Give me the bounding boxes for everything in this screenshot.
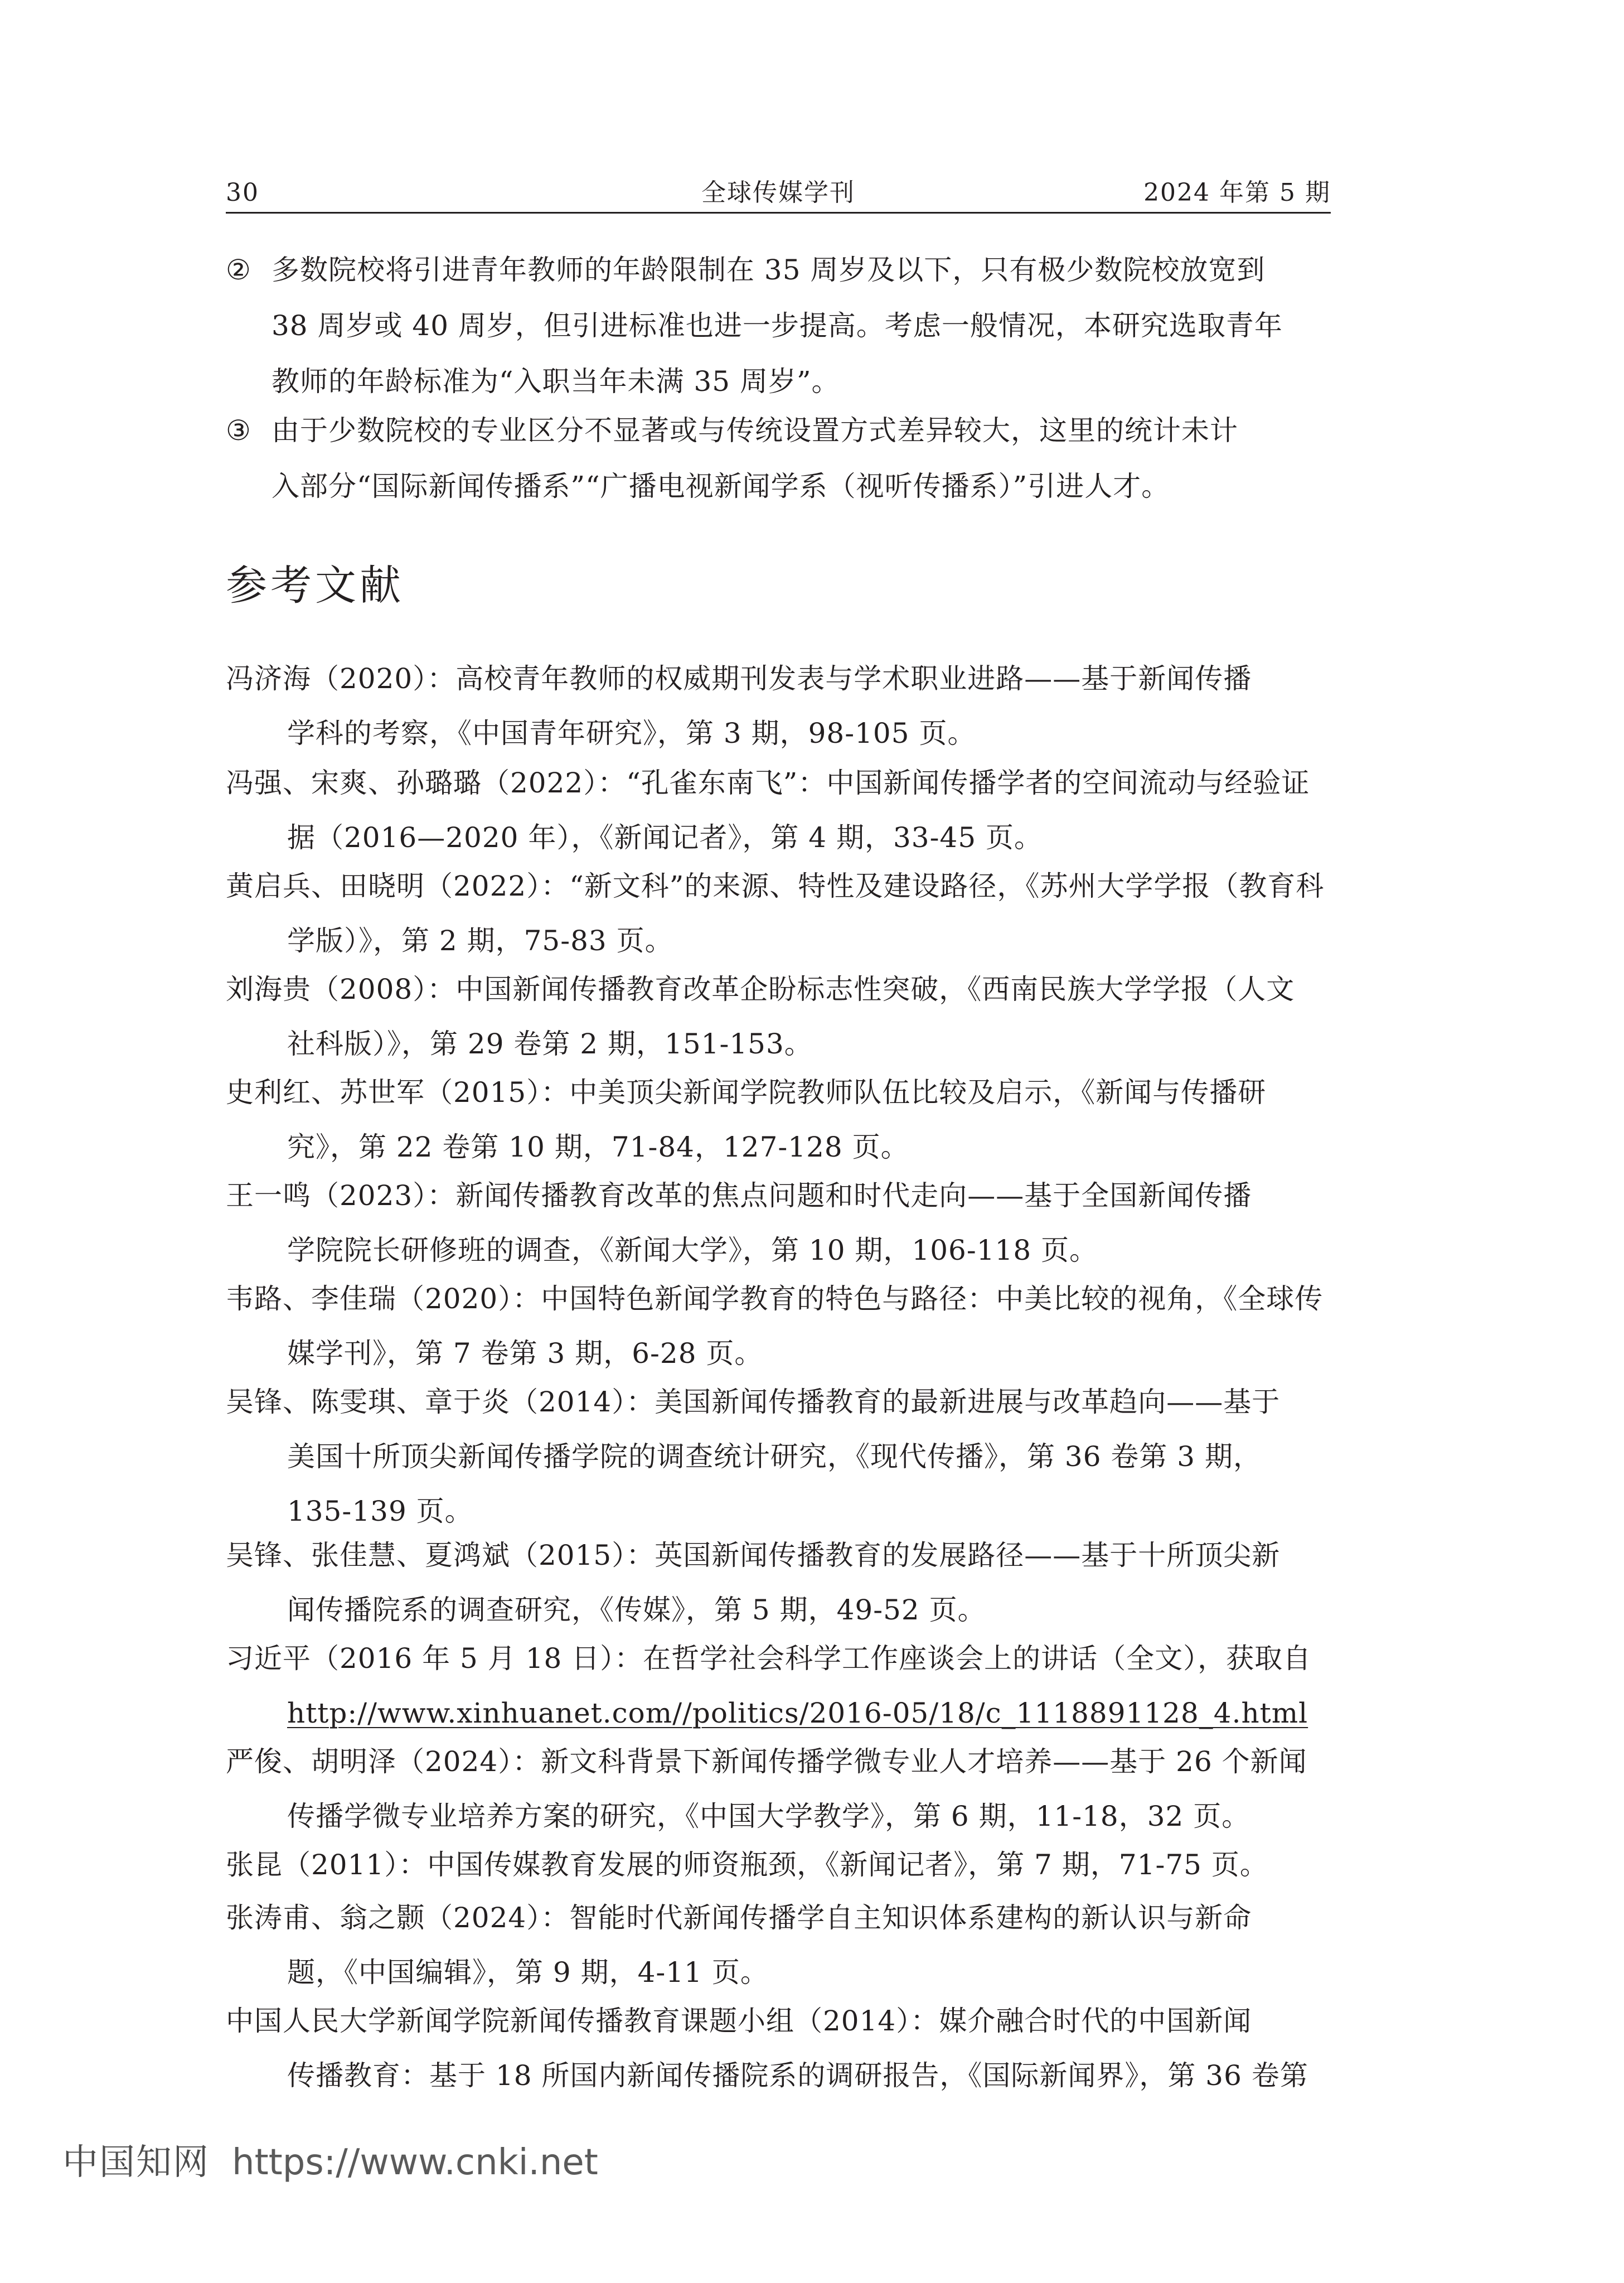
reference-line: 张涛甫、翁之颢（2024）：智能时代新闻传播学自主知识体系建构的新认识与新命 [226,1902,1252,1934]
reference-url-link[interactable]: http://www.xinhuanet.com//politics/2016-05/18/c_1118891128_4.html [287,1697,1308,1729]
reference-line: 刘海贵（2008）：中国新闻传播教育改革企盼标志性突破，《西南民族大学学报（人文 [226,973,1295,1005]
reference-entry [226,1734,1331,1844]
reference-line: 媒学刊》，第 7 卷第 3 期，6-28 页。 [287,1337,763,1370]
reference-line: 王一鸣（2023）：新闻传播教育改革的焦点问题和时代走向——基于全国新闻传播 [226,1179,1252,1212]
reference-entry [226,1994,1331,2103]
reference-line: 吴锋、陈雯琪、章于炎（2014）：美国新闻传播教育的最新进展与改革趋向——基于 [226,1386,1281,1418]
reference-entry [226,1837,1331,1892]
reference-line: 史利红、苏世军（2015）：中美顶尖新闻学院教师队伍比较及启示，《新闻与传播研 [226,1076,1267,1109]
reference-line: 题，《中国编辑》，第 9 期，4-11 页。 [287,1956,769,1989]
reference-line: 学版）》，第 2 期，75-83 页。 [287,925,673,957]
footnote-3 [226,403,1331,514]
running-header [226,177,1331,214]
footnote-line: 入部分“国际新闻传播系”“广播电视新闻学系（视听传播系）”引进人才。 [272,470,1170,502]
reference-entry [226,1890,1331,2000]
reference-entry [226,651,1331,761]
footnote-text [272,403,1331,514]
reference-line: 吴锋、张佳慧、夏鸿斌（2015）：英国新闻传播教育的发展路径——基于十所顶尖新 [226,1539,1281,1571]
reference-entry [226,1631,1331,1740]
watermark-brand: 中国知网 [62,2142,210,2183]
footnote-text [272,242,1331,409]
footnote-line: 教师的年龄标准为“入职当年未满 35 周岁”。 [272,365,840,398]
cnki-watermark [62,2140,598,2185]
watermark-url: https://www.cnki.net [232,2142,598,2183]
reference-line: 严俊、胡明泽（2024）：新文科背景下新闻传播学微专业人才培养——基于 26 个新闻 [226,1745,1307,1778]
issue-label: 2024 年第 5 期 [1143,178,1331,207]
footnote-line: 多数院校将引进青年教师的年龄限制在 35 周岁及以下，只有极少数院校放宽到 [272,254,1266,286]
reference-entry [226,859,1331,968]
reference-line: 冯济海（2020）：高校青年教师的权威期刊发表与学术职业进路——基于新闻传播 [226,662,1252,695]
reference-line: 冯强、宋爽、孙璐璐（2022）：“孔雀东南飞”：中国新闻传播学者的空间流动与经验证 [226,767,1310,799]
reference-line: 学科的考察，《中国青年研究》，第 3 期，98-105 页。 [287,717,976,749]
footnote-mark: ② [226,254,251,286]
reference-line: 学院院长研修班的调查，《新闻大学》，第 10 期，106-118 页。 [287,1234,1098,1266]
reference-line: 美国十所顶尖新闻传播学院的调查统计研究，《现代传播》，第 36 卷第 3 期， [287,1440,1262,1473]
footnote-line: 38 周岁或 40 周岁，但引进标准也进一步提高。考虑一般情况，本研究选取青年 [272,309,1283,342]
reference-line: 据（2016—2020 年），《新闻记者》，第 4 期，33-45 页。 [287,821,1043,854]
reference-line: 闻传播院系的调查研究，《传媒》，第 5 期，49-52 页。 [287,1594,986,1626]
reference-entry [226,1528,1331,1637]
reference-line: 社科版）》，第 29 卷第 2 期，151-153。 [287,1028,813,1060]
journal-title: 全球传媒学刊 [701,178,855,207]
reference-line: 张昆（2011）：中国传媒教育发展的师资瓶颈，《新闻记者》，第 7 期，71-75 页。 [226,1849,1268,1881]
reference-line: 中国人民大学新闻学院新闻传播教育课题小组（2014）：媒介融合时代的中国新闻 [226,2005,1252,2037]
reference-entry [226,1065,1331,1174]
reference-line: 传播教育：基于 18 所国内新闻传播院系的调研报告，《国际新闻界》，第 36 卷第 [287,2059,1308,2092]
reference-line: 究》，第 22 卷第 10 期，71-84，127-128 页。 [287,1131,909,1163]
reference-line: 黄启兵、田晓明（2022）：“新文科”的来源、特性及建设路径，《苏州大学学报（教育科 [226,870,1325,902]
reference-entry [226,962,1331,1071]
footnote-mark: ③ [226,414,251,447]
reference-line: 传播学微专业培养方案的研究，《中国大学教学》，第 6 期，11-18，32 页。 [287,1800,1250,1832]
reference-entry [226,756,1331,865]
reference-entry [226,1271,1331,1381]
reference-entry [226,1375,1331,1539]
references-heading: 参考文献 [226,562,404,610]
page-number: 30 [226,178,259,207]
reference-line: 韦路、李佳瑞（2020）：中国特色新闻学教育的特色与路径：中美比较的视角，《全球传 [226,1283,1324,1315]
footnote-2 [226,242,1331,409]
footnote-line: 由于少数院校的专业区分不显著或与传统设置方式差异较大，这里的统计未计 [272,414,1238,447]
reference-line: 习近平（2016 年 5 月 18 日）：在哲学社会科学工作座谈会上的讲话（全文），获取自 [226,1642,1312,1675]
reference-entry [226,1168,1331,1278]
reference-line: 135-139 页。 [287,1495,473,1527]
